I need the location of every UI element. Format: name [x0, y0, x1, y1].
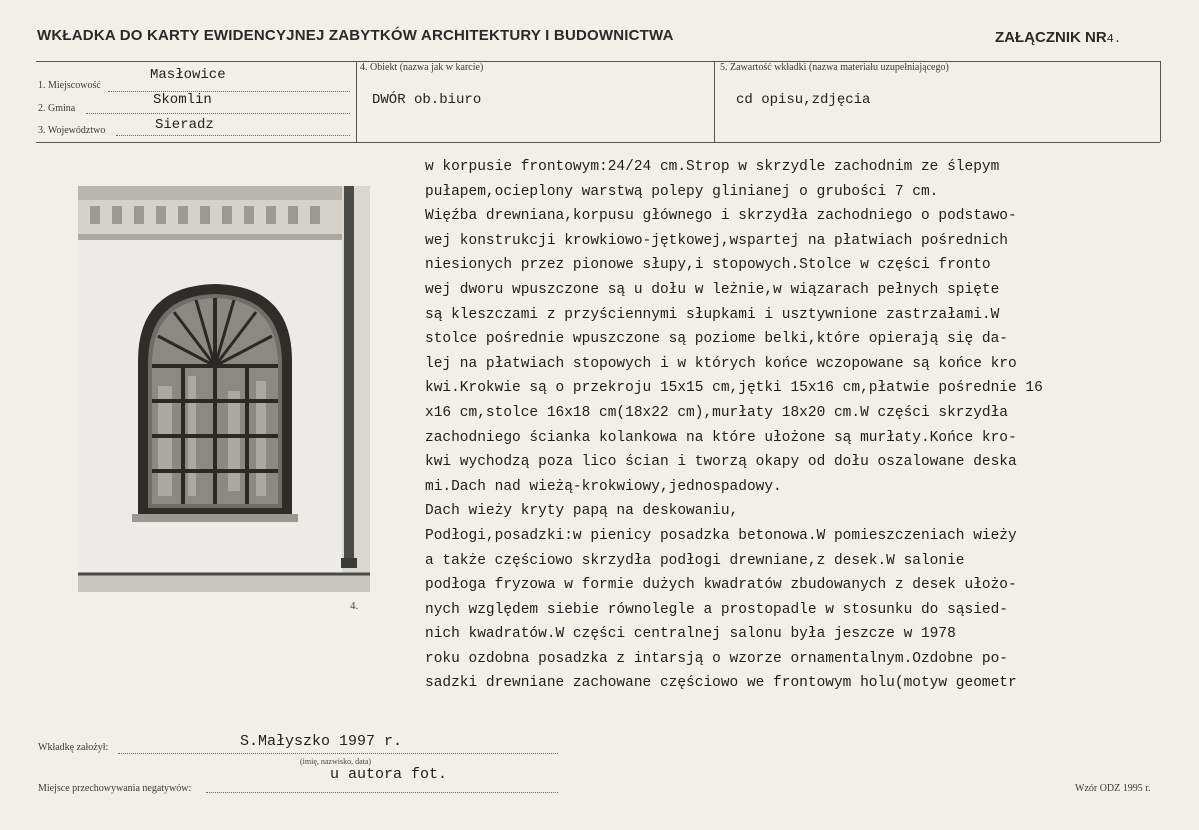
- description-line: lej na płatwiach stopowych i w których końce wczopowane są końce kro: [425, 355, 1017, 372]
- header-right-edge: [1160, 61, 1161, 142]
- description-line: x16 cm,stolce 16x18 cm(18x22 cm),murłaty 18x20 cm.W części skrzydła: [425, 404, 1008, 421]
- description-line: sadzki drewniane zachowane częściowo we frontowym holu(motyw geometr: [425, 675, 1017, 692]
- description-line: mi.Dach nad wieżą-krokwiowy,jednospadowy.: [425, 478, 782, 495]
- voivodeship-value: Sieradz: [155, 117, 214, 133]
- header-top-rule: [36, 61, 1160, 62]
- description-line: kwi.Krokwie są o przekroju 15x15 cm,jętki 15x16 cm,płatwie pośrednie 16: [425, 380, 1043, 397]
- photo-number: 4.: [350, 600, 359, 612]
- description-line: kwi wychodzą poza lico ścian i tworzą okapy od dołu oszalowane deska: [425, 454, 1017, 471]
- contents-label: 5. Zawartość wkładki (nazwa materiału uzupełniającego): [720, 62, 949, 73]
- negatives-value: u autora fot.: [330, 766, 448, 783]
- founder-note: (imię, nazwisko, data): [300, 757, 372, 766]
- description-line: Podłogi,posadzki:w pienicy posadzka betonowa.W pomieszczeniach wieży: [425, 527, 1017, 544]
- object-value: DWÓR ob.biuro: [372, 92, 482, 108]
- locality-label: 1. Miejscowość: [38, 80, 101, 91]
- annex-label-text: ZAŁĄCZNIK NR: [995, 29, 1107, 46]
- description-text: [425, 155, 1125, 696]
- description-line: są kleszczami z przyściennymi słupkami i usztywnione zastrzałami.W: [425, 306, 1000, 323]
- annex-label: [995, 29, 1121, 46]
- description-line: nych względem siebie równolegle a prostopadle w stosunku do sąsied-: [425, 601, 1008, 618]
- arched-window-illustration: [78, 186, 370, 592]
- description-line: Dach wieży kryty papą na deskowaniu,: [425, 503, 739, 520]
- commune-dotted-line: [86, 113, 350, 114]
- description-line: nich kwadratów.W części centralnej salonu była jeszcze w 1978: [425, 626, 956, 643]
- description-line: niesionych przez pionowe słupy,i stopowych.Stolce w części fronto: [425, 257, 991, 274]
- contents-value: cd opisu,zdjęcia: [736, 92, 871, 108]
- description-line: pułapem,ocieplony warstwą polepy glinianej o grubości 7 cm.: [425, 183, 939, 200]
- description-line: w korpusie frontowym:24/24 cm.Strop w skrzydle zachodnim ze ślepym: [425, 159, 1000, 175]
- header-divider-1: [356, 61, 357, 142]
- description-line: zachodniego ścianka kolankowa na które ułożone są murłaty.Końce kro-: [425, 429, 1017, 446]
- commune-label: 2. Gmina: [38, 103, 76, 114]
- document-title: WKŁADKA DO KARTY EWIDENCYJNEJ ZABYTKÓW ARCHITEKTURY I BUDOWNICTWA: [37, 27, 674, 44]
- description-line: stolce pośrednie wpuszczone są poziome belki,które opierają się da-: [425, 331, 1008, 348]
- description-line: roku ozdobna posadzka z intarsją o wzorze ornamentalnym.Ozdobne po-: [425, 650, 1008, 667]
- founder-dotted-line: [118, 753, 558, 754]
- voivodeship-dotted-line: [116, 135, 350, 136]
- annex-number: 4.: [1106, 32, 1122, 46]
- description-line: Więźba drewniana,korpusu głównego i skrzydła zachodniego o podstawo-: [425, 208, 1017, 225]
- locality-value: Masłowice: [150, 67, 226, 83]
- header-divider-2: [714, 61, 715, 142]
- negatives-label: Miejsce przechowywania negatywów:: [38, 783, 192, 794]
- building-photo: [78, 186, 370, 592]
- description-line: a także częściowo skrzydła podłogi drewniane,z desek.W salonie: [425, 552, 965, 569]
- voivodeship-label: 3. Województwo: [38, 125, 106, 136]
- description-line: wej konstrukcji krowkiowo-jętkowej,wspartej na płatwiach pośrednich: [425, 232, 1008, 249]
- description-line: wej dworu wpuszczone są u dołu w leżnie,w wiązarach pełnych spięte: [425, 281, 1000, 298]
- commune-value: Skomlin: [153, 92, 212, 108]
- object-label: 4. Obiekt (nazwa jak w karcie): [360, 62, 484, 73]
- header-bottom-rule: [36, 142, 1160, 143]
- form-reference: Wzór ODZ 1995 r.: [1075, 783, 1151, 794]
- founder-value: S.Małyszko 1997 r.: [240, 733, 403, 750]
- locality-dotted-line: [108, 91, 350, 92]
- negatives-dotted-line: [206, 792, 558, 793]
- founder-label: Wkładkę założył:: [38, 742, 109, 753]
- description-line: podłoga fryzowa w formie dużych kwadratów zbudowanych z desek ułożo-: [425, 577, 1017, 594]
